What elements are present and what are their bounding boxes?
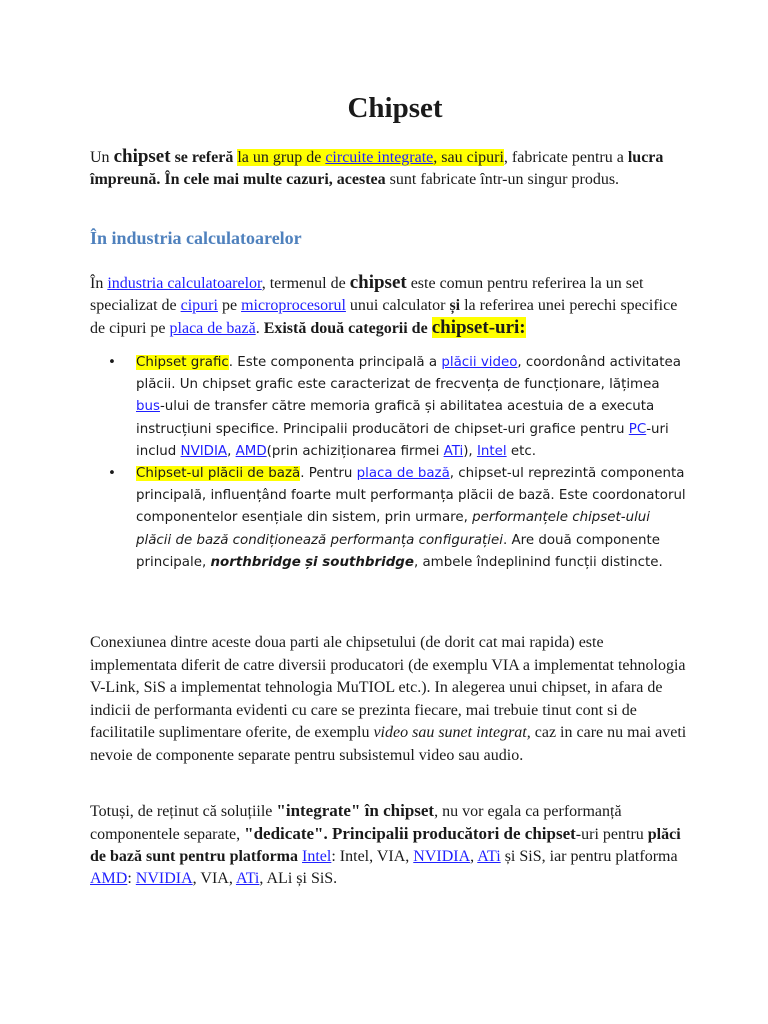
link-amd[interactable]: AMD	[235, 443, 267, 459]
bullet-icon: •	[108, 466, 116, 482]
text: (prin achiziționarea firmei	[266, 443, 444, 459]
link-cipuri[interactable]: cipuri	[180, 297, 218, 314]
platforms-paragraph	[90, 800, 690, 890]
text: și	[449, 297, 461, 314]
text: : Intel, VIA,	[331, 848, 414, 865]
highlighted-text: , sau cipuri	[433, 149, 504, 166]
link-placii-video[interactable]: plăcii video	[441, 355, 518, 370]
text: ),	[463, 443, 477, 459]
highlighted-text: Chipset-ul plăcii de bază	[136, 466, 301, 482]
text: este comun pentru referirea la un set specializat de	[90, 275, 644, 314]
section-heading: În industria calculatoarelor	[90, 228, 302, 248]
link-nvidia-2[interactable]: NVIDIA	[413, 848, 471, 865]
text: , fabricate pentru a	[503, 149, 628, 166]
text: . Are două componente principale,	[136, 532, 660, 570]
link-ati-2[interactable]: ATi	[477, 848, 501, 865]
intro-paragraph	[90, 146, 690, 191]
text: , coordonând activitatea plăcii. Un chipset grafic este caracterizat de frecvența de funcționare, lățimea	[136, 355, 681, 393]
text: . Pentru	[300, 466, 357, 482]
text: În	[90, 275, 108, 292]
bold-italic-text: și southbridge	[305, 554, 414, 570]
text: Există două categorii de	[263, 320, 432, 337]
text: :	[127, 870, 136, 887]
link-nvidia-3[interactable]: NVIDIA	[135, 870, 193, 887]
text: Totuși, de reținut că soluțiile	[90, 803, 277, 820]
link-ati-3[interactable]: ATi	[235, 870, 260, 887]
text: plăci de bază sunt pentru platforma	[90, 826, 681, 865]
text: -uri pentru	[575, 826, 648, 843]
text: , ALi și SiS.	[259, 870, 338, 887]
text: la referirea unei perechi specifice de cipuri pe	[90, 297, 678, 337]
text: Conexiunea dintre aceste doua parti ale chipsetului (de dorit cat mai rapida) este implementata diferit de catre diversii producatori (de exemplu VIA a implementat tehnologia V-Link, SiS a implementat tehnologia MuTIOL etc.). In alegerea unui chipset, in afara de indicii de performanta evidenti cu care se prezinta fiecare, mai trebuie tinut cont si de facilitatile suplimentare oferite, de exemplu	[90, 634, 686, 741]
text: -uri includ	[136, 421, 669, 459]
link-intel[interactable]: Intel	[476, 443, 507, 459]
text: etc.	[506, 443, 536, 459]
text: , termenul de	[261, 275, 350, 292]
highlighted-text: chipset-uri:	[431, 317, 526, 338]
text: unui calculator	[345, 297, 450, 314]
text: , ambele îndeplinind funcții distincte.	[413, 554, 663, 570]
italic-text: performanțele chipset-ului plăcii de bază condiționează performanța configurației	[136, 510, 651, 548]
text: lucra împreună. În cele mai multe cazuri, acestea	[90, 149, 664, 188]
text: caz in care nu mai aveti nevoie de componente separate pentru subsistemul video sau audio.	[90, 724, 687, 764]
text: pe	[217, 297, 242, 314]
text: sunt fabricate într-un singur produs.	[385, 171, 620, 188]
bold-italic-text: northbridge	[210, 554, 301, 570]
industry-paragraph	[90, 272, 690, 340]
link-amd-2[interactable]: AMD	[90, 870, 128, 887]
list-item	[108, 352, 688, 463]
text: , chipset-ul reprezintă componenta principală, influențând foarte mult performanța plăcii de bază. Este coordonatorul componentelor esențiale din sistem, prin urmare,	[136, 466, 686, 526]
link-circuite-integrate[interactable]: circuite integrate	[325, 149, 434, 166]
list-item	[108, 463, 688, 574]
text: Un	[90, 149, 114, 166]
text: "dedicate". Principalii producători de chipset	[244, 824, 576, 843]
link-industria-calculatoarelor[interactable]: industria calculatoarelor	[107, 275, 262, 292]
link-placa-de-baza[interactable]: placa de bază	[169, 320, 256, 337]
link-intel-2[interactable]: Intel	[302, 848, 332, 865]
highlighted-text: la un grup de	[237, 149, 326, 166]
bullet-icon: •	[108, 355, 116, 370]
text: ,	[470, 848, 478, 865]
text: chipset	[113, 146, 171, 167]
text: .	[255, 320, 264, 337]
link-ati[interactable]: ATi	[443, 443, 464, 459]
text: chipset	[349, 272, 407, 293]
text: . Este componenta principală a	[228, 355, 442, 370]
link-nvidia[interactable]: NVIDIA	[180, 443, 228, 459]
text: "integrate" în chipset	[276, 801, 435, 820]
text: -ului de transfer către memoria grafică și abilitatea acestuia de a executa instrucțiuni specifice. Principalii producători de chipset-uri grafice pentru	[136, 399, 655, 437]
italic-text: video sau sunet integrat,	[373, 724, 531, 741]
text: , nu vor egala ca performanță componentele separate,	[90, 803, 622, 843]
text: se referă	[170, 149, 238, 166]
link-bus[interactable]: bus	[136, 399, 160, 415]
link-placa-de-baza-2[interactable]: placa de bază	[356, 466, 450, 482]
link-pc[interactable]: PC	[628, 421, 647, 437]
highlighted-text: Chipset grafic	[136, 355, 229, 370]
link-microprocesorul[interactable]: microprocesorul	[241, 297, 346, 314]
connection-paragraph	[90, 632, 690, 767]
text: și SiS, iar pentru platforma	[500, 848, 678, 865]
chipset-categories-list	[108, 352, 688, 574]
text: , VIA,	[192, 870, 236, 887]
text: ,	[227, 443, 236, 459]
page-title: Chipset	[347, 92, 443, 124]
